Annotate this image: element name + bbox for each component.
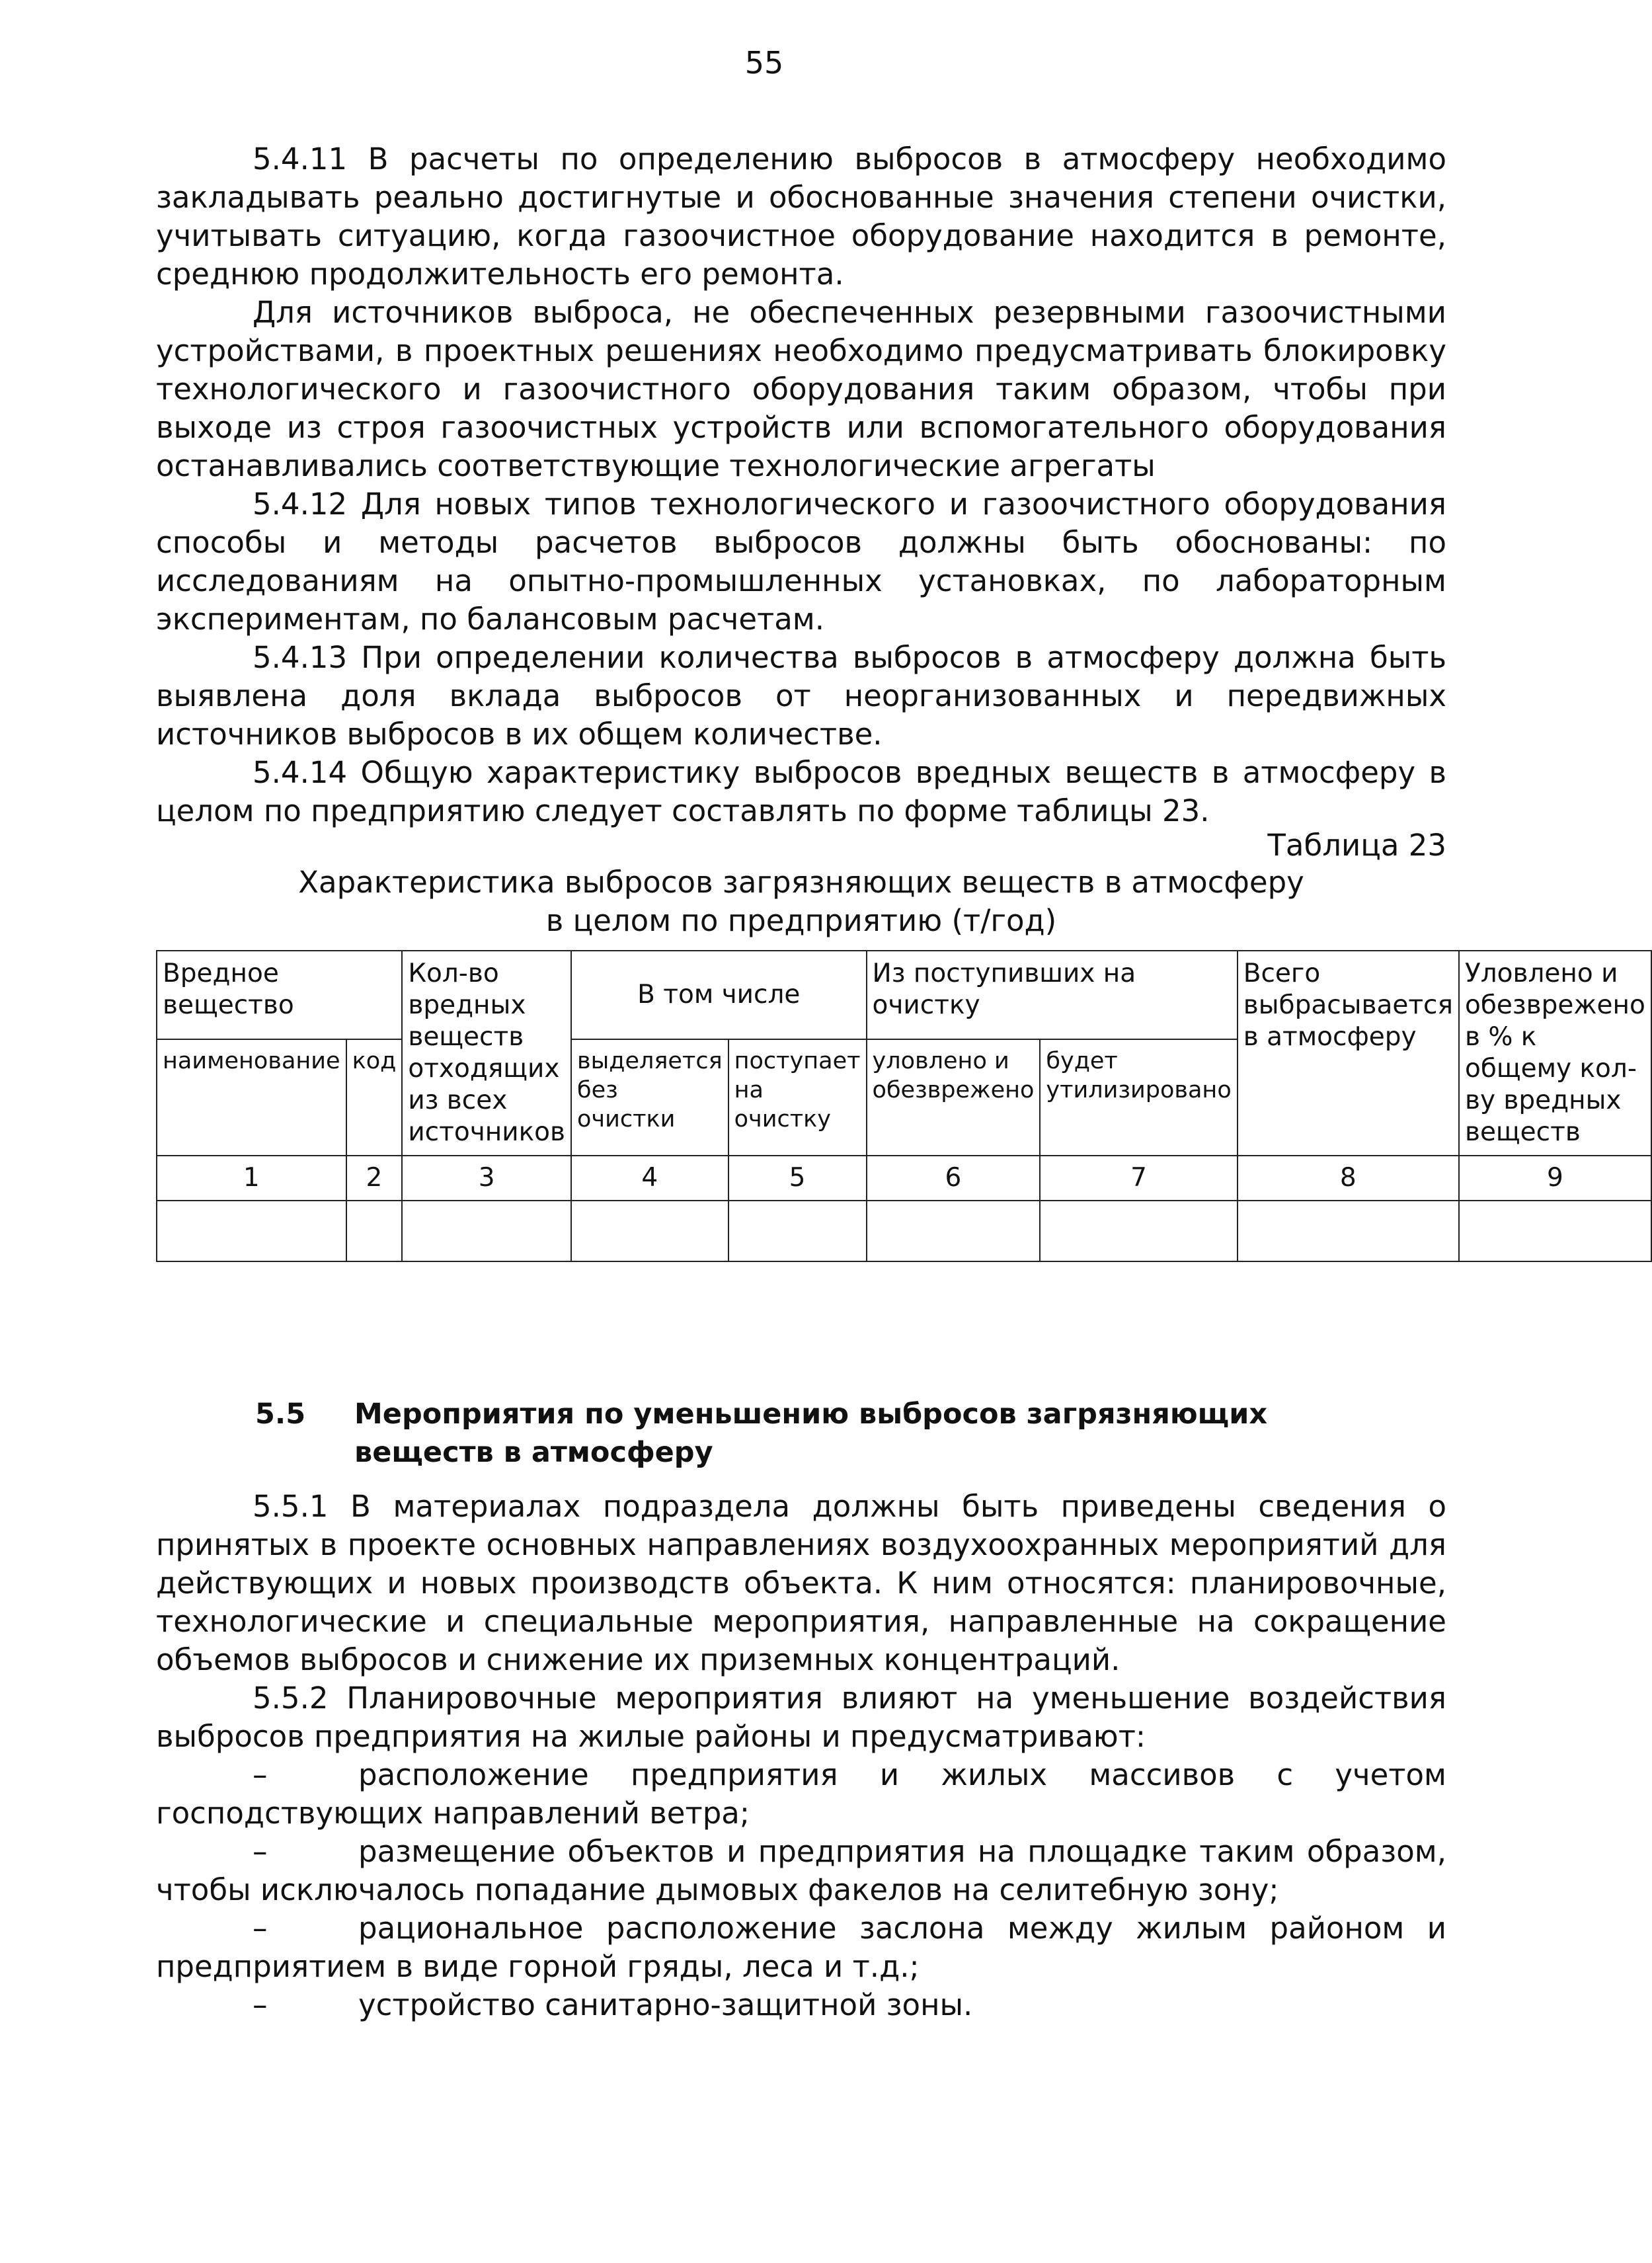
paragraph-5-5-1: 5.5.1 В материалах подраздела должны быть приведены сведения о принятых в проекте основных направлениях воздухоохранных мероприятий для действующих и новых производств объекта. К ним относятся: планировочные, технологические и специальные мероприятия, направленные на сокращение объемов выбросов и снижение их приземных концентраций. bbox=[156, 1489, 1446, 1677]
dash-marker: – bbox=[253, 1911, 268, 1946]
paragraph-5-5-2: 5.5.2 Планировочные мероприятия влияют на уменьшение воздействия выбросов предприятия на жилые районы и предусматривают: bbox=[156, 1681, 1446, 1754]
header-from-received: Из поступивших на очистку bbox=[867, 951, 1238, 1039]
paragraph-5-4-14: 5.4.14 Общую характеристику выбросов вредных веществ в атмосферу в целом по предприятию следует составлять по форме таблицы 23. bbox=[156, 755, 1446, 828]
column-number: 9 bbox=[1459, 1156, 1651, 1201]
table-caption-line2: в целом по предприятию (т/год) bbox=[545, 903, 1057, 938]
column-number: 4 bbox=[571, 1156, 728, 1201]
column-number: 7 bbox=[1040, 1156, 1237, 1201]
column-number: 3 bbox=[402, 1156, 571, 1201]
header-harmful-substance: Вредное вещество bbox=[157, 951, 402, 1039]
list-item bbox=[156, 1833, 1446, 1909]
table-cell bbox=[346, 1201, 403, 1261]
header-total-emitted: Всего выбрасывается в атмосферу bbox=[1238, 951, 1459, 1156]
table-cell bbox=[867, 1201, 1041, 1261]
section-title: Мероприятия по уменьшению выбросов загрязняющих веществ в атмосферу bbox=[354, 1398, 1268, 1469]
emissions-table bbox=[156, 950, 1652, 1262]
table-header-row-1 bbox=[157, 951, 1651, 1039]
planning-measures-list bbox=[156, 1756, 1446, 2024]
table-cell bbox=[1238, 1201, 1459, 1261]
list-item-text: рациональное расположение заслона между жилым районом и предприятием в виде горной гряды, леса и т.д.; bbox=[156, 1911, 1446, 1984]
page-number: 55 bbox=[744, 45, 784, 81]
dash-marker: – bbox=[253, 1987, 268, 2022]
list-item bbox=[156, 1909, 1446, 1986]
section-heading bbox=[255, 1395, 1379, 1472]
table-cell bbox=[157, 1201, 346, 1261]
body-text-bottom bbox=[156, 1488, 1446, 2024]
column-number: 1 bbox=[157, 1156, 346, 1201]
header-code: код bbox=[346, 1039, 403, 1156]
header-name: наименование bbox=[157, 1039, 346, 1156]
table-label: Таблица 23 bbox=[1267, 828, 1446, 863]
body-text-top bbox=[156, 140, 1446, 830]
header-emitted-no-treatment: выделяется без очистки bbox=[571, 1039, 728, 1156]
column-number: 5 bbox=[728, 1156, 867, 1201]
header-sent-to-treatment: поступает на очистку bbox=[728, 1039, 867, 1156]
list-item bbox=[156, 1986, 1446, 2024]
list-item-text: устройство санитарно-защитной зоны. bbox=[358, 1987, 973, 2022]
header-captured-percent: Уловлено и обезврежено в % к общему кол-ву вредных веществ bbox=[1459, 951, 1651, 1156]
column-number: 6 bbox=[867, 1156, 1041, 1201]
header-to-be-utilized: будет утилизировано bbox=[1040, 1039, 1237, 1156]
list-item bbox=[156, 1756, 1446, 1833]
section-number: 5.5 bbox=[255, 1398, 306, 1431]
table-caption bbox=[156, 863, 1446, 940]
paragraph-5-4-11: 5.4.11 В расчеты по определению выбросов в атмосферу необходимо закладывать реально достигнутые и обоснованные значения степени очистки, учитывать ситуацию, когда газоочистное оборудование находится в ремонте, среднюю продолжительность его ремонта. bbox=[156, 141, 1446, 292]
table-cell bbox=[1459, 1201, 1651, 1261]
paragraph-blocking: Для источников выброса, не обеспеченных резервными газоочистными устройствами, в проектных решениях необходимо предусматривать блокировку технологического и газоочистного оборудования таким образом, чтобы при выходе из строя газоочистных устройств или вспомогательного оборудования останавливались соответствующие технологические агрегаты bbox=[156, 295, 1446, 483]
table-empty-row bbox=[157, 1201, 1651, 1261]
list-item-text: размещение объектов и предприятия на площадке таким образом, чтобы исключалось попадание дымовых факелов на селитебную зону; bbox=[156, 1834, 1446, 1907]
header-including: В том числе bbox=[571, 951, 867, 1039]
header-captured-neutralized: уловлено и обезврежено bbox=[867, 1039, 1041, 1156]
table-cell bbox=[1040, 1201, 1237, 1261]
paragraph-5-4-12: 5.4.12 Для новых типов технологического и газоочистного оборудования способы и методы расчетов выбросов должны быть обоснованы: по исследованиям на опытно-промышленных установках, по лабораторным экспериментам, по балансовым расчетам. bbox=[156, 487, 1446, 637]
dash-marker: – bbox=[253, 1757, 268, 1792]
table-cell bbox=[402, 1201, 571, 1261]
header-amount-all-sources: Кол-во вредных веществ отходящих из всех источников bbox=[402, 951, 571, 1156]
table-caption-line1: Характеристика выбросов загрязняющих веществ в атмосферу bbox=[298, 865, 1304, 900]
column-number: 8 bbox=[1238, 1156, 1459, 1201]
paragraph-5-4-13: 5.4.13 При определении количества выбросов в атмосферу должна быть выявлена доля вклада выбросов от неорганизованных и передвижных источников выбросов в их общем количестве. bbox=[156, 640, 1446, 752]
table-cell bbox=[571, 1201, 728, 1261]
table-cell bbox=[728, 1201, 867, 1261]
list-item-text: расположение предприятия и жилых массивов с учетом господствующих направлений ветра; bbox=[156, 1757, 1446, 1831]
table-column-numbers-row bbox=[157, 1156, 1651, 1201]
column-number: 2 bbox=[346, 1156, 403, 1201]
dash-marker: – bbox=[253, 1834, 268, 1869]
